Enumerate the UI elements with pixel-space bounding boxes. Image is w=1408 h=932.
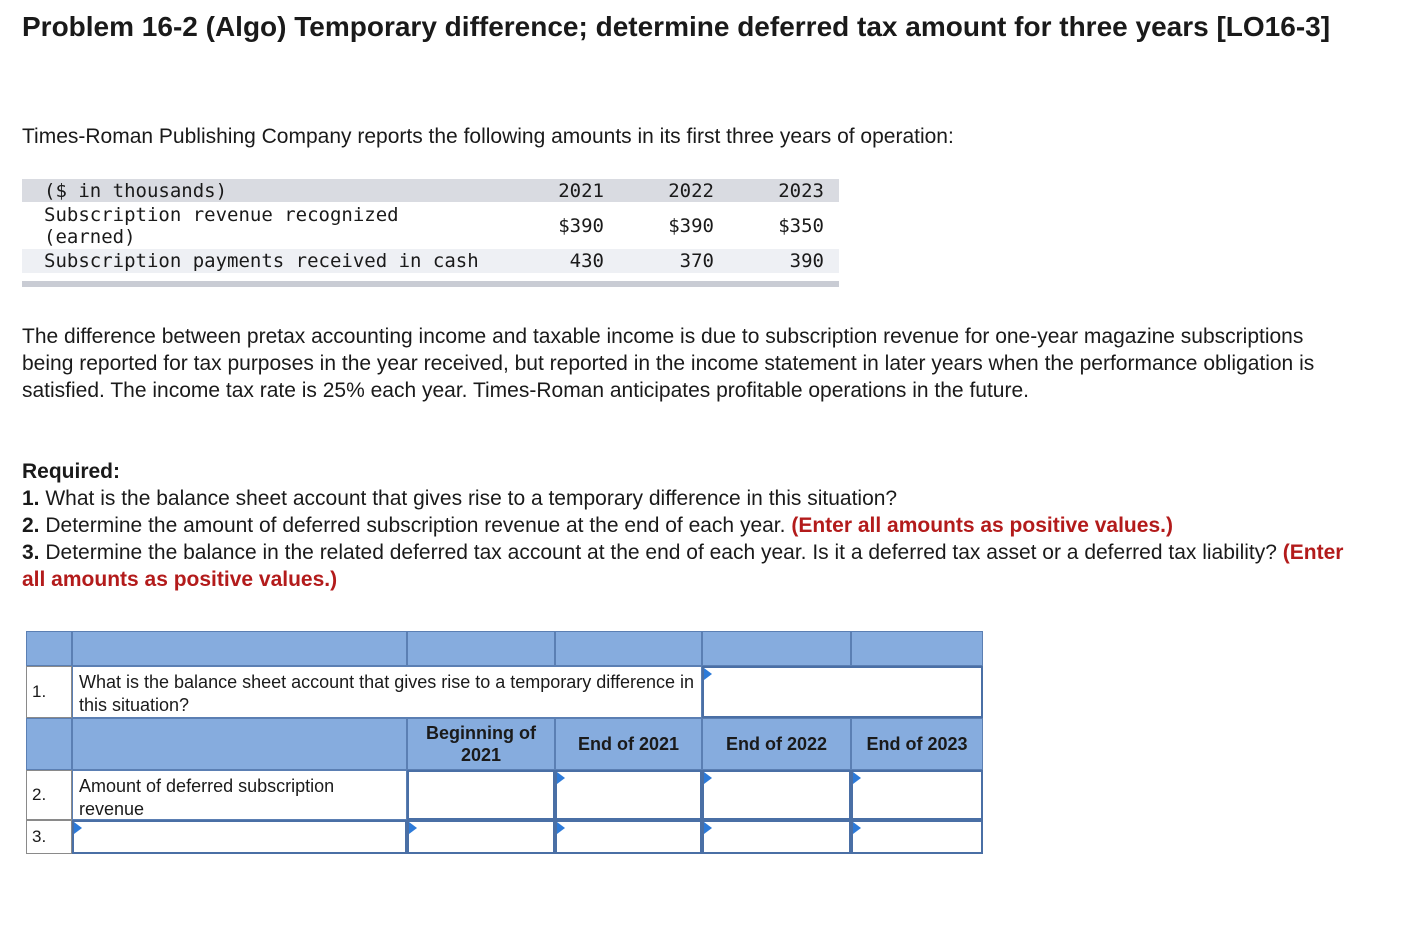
table-row xyxy=(22,202,839,249)
deferred-revenue-label: Amount of deferred subscription revenue xyxy=(72,770,407,820)
grid-header-cell xyxy=(851,631,983,666)
grid-header-cell xyxy=(26,631,72,666)
marker-icon xyxy=(704,822,712,834)
question-1-label: What is the balance sheet account that gives rise to a temporary difference in this situation? xyxy=(72,666,702,718)
marker-icon xyxy=(704,772,712,784)
required-item-2 xyxy=(22,512,1352,539)
marker-icon xyxy=(704,668,712,680)
grid-header-cell xyxy=(407,631,555,666)
row-number-2: 2. xyxy=(26,770,72,820)
intro-text: Times-Roman Publishing Company reports the following amounts in its first three years of operation: xyxy=(22,125,954,148)
row-value-2022: $390 xyxy=(668,214,714,237)
row-number-1: 1. xyxy=(26,666,72,718)
row-value-2021: 430 xyxy=(569,250,604,272)
row-number-3: 3. xyxy=(26,820,72,854)
header-2023: 2023 xyxy=(778,179,824,202)
item-number: 1. xyxy=(22,487,40,510)
required-heading: Required: xyxy=(22,460,121,483)
deferred-tax-end-2021-input[interactable] xyxy=(555,820,702,854)
grid-header-cell xyxy=(702,631,851,666)
deferred-revenue-end-2023-input[interactable] xyxy=(851,770,983,820)
deferred-revenue-end-2021-input[interactable] xyxy=(555,770,702,820)
marker-icon xyxy=(409,822,417,834)
item-number: 3. xyxy=(22,541,40,564)
amounts-table-header xyxy=(22,179,839,202)
amounts-table xyxy=(22,179,839,273)
deferred-tax-end-2023-input[interactable] xyxy=(851,820,983,854)
marker-icon xyxy=(853,772,861,784)
item-note: (Enter all amounts as positive values.) xyxy=(791,514,1173,537)
column-header-end-2021: End of 2021 xyxy=(555,718,702,770)
deferred-tax-account-input[interactable] xyxy=(72,820,407,854)
row-value-2022: 370 xyxy=(679,250,714,272)
row-label: Subscription revenue recognized (earned) xyxy=(44,203,399,248)
item-note: (Enter all amounts as positive values.) xyxy=(22,541,1344,591)
deferred-tax-end-2022-input[interactable] xyxy=(702,820,851,854)
marker-icon xyxy=(853,822,861,834)
item-number: 2. xyxy=(22,514,40,537)
deferred-revenue-beginning-2021-input[interactable] xyxy=(407,770,555,820)
column-header-beginning-2021: Beginning of 2021 xyxy=(407,718,555,770)
deferred-revenue-end-2022-input[interactable] xyxy=(702,770,851,820)
marker-icon xyxy=(557,772,565,784)
item-text: Determine the balance in the related deferred tax account at the end of each year. Is it a deferred tax asset or a deferred tax liability? xyxy=(45,541,1277,564)
required-section xyxy=(22,458,1352,593)
balance-sheet-account-input[interactable] xyxy=(702,666,983,718)
row-label: Subscription payments received in cash xyxy=(44,250,479,272)
grid-header-cell xyxy=(26,718,72,770)
problem-paragraph: The difference between pretax accounting income and taxable income is due to subscription revenue for one-year magazine subscriptions being reported for tax purposes in the year received, but reported in the income statement in later years when the performance obligation is satisfied. The income tax rate is 25% each year. Times-Roman anticipates profitable operations in the future. xyxy=(22,325,1315,402)
grid-header-cell xyxy=(555,631,702,666)
header-2022: 2022 xyxy=(668,179,714,202)
header-2021: 2021 xyxy=(558,179,604,202)
row-value-2021: $390 xyxy=(558,214,604,237)
required-item-3 xyxy=(22,539,1352,593)
item-text: What is the balance sheet account that gives rise to a temporary difference in this situation? xyxy=(45,487,898,510)
marker-icon xyxy=(557,822,565,834)
item-text: Determine the amount of deferred subscription revenue at the end of each year. xyxy=(45,514,786,537)
table-row xyxy=(22,249,839,273)
column-header-end-2022: End of 2022 xyxy=(702,718,851,770)
page-title: Problem 16-2 (Algo) Temporary difference; determine deferred tax amount for three years [LO16-3] xyxy=(22,11,1331,42)
header-label: ($ in thousands) xyxy=(44,179,228,202)
deferred-tax-beginning-2021-input[interactable] xyxy=(407,820,555,854)
answer-grid xyxy=(26,631,983,854)
grid-header-cell xyxy=(72,631,407,666)
marker-icon xyxy=(74,822,82,834)
row-value-2023: 390 xyxy=(789,250,824,272)
row-value-2023: $350 xyxy=(778,214,824,237)
grid-header-cell xyxy=(72,718,407,770)
required-item-1 xyxy=(22,485,1352,512)
table-divider xyxy=(22,281,839,287)
column-header-end-2023: End of 2023 xyxy=(851,718,983,770)
